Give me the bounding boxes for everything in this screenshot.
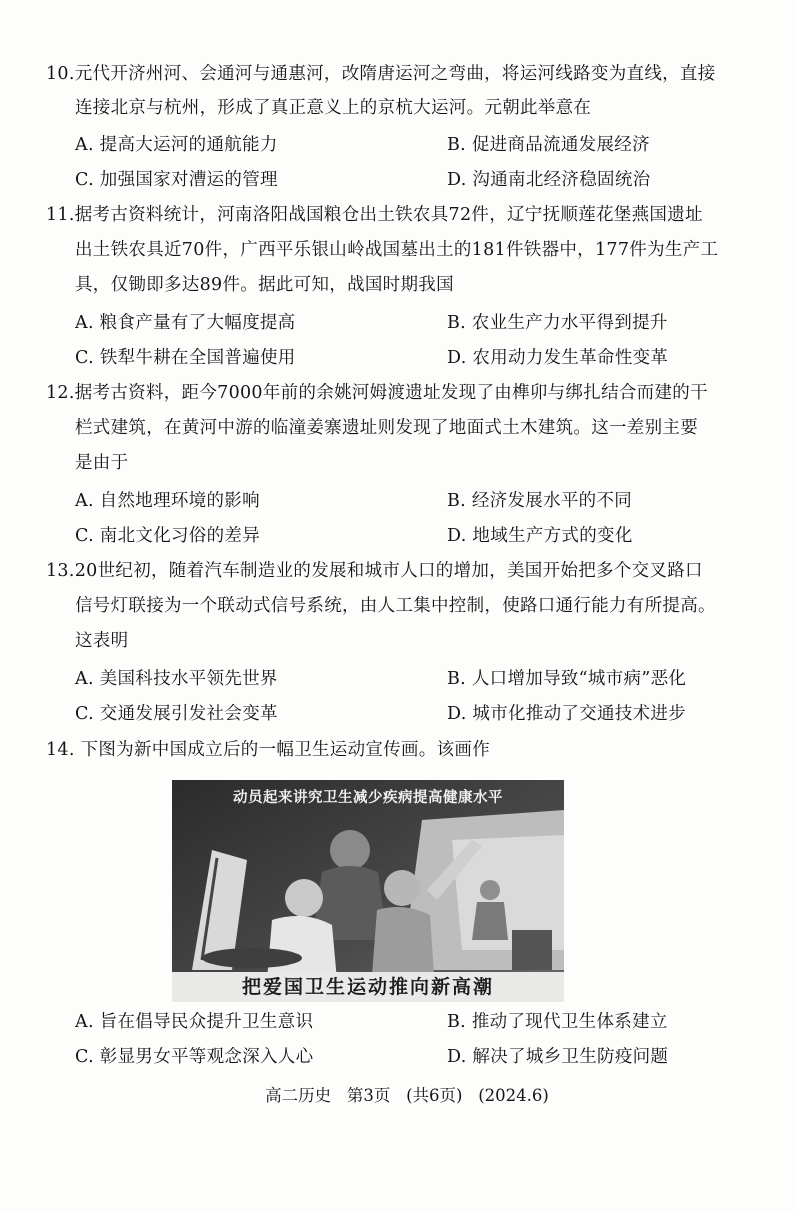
- question-13-option-a: A. 美国科技水平领先世界: [75, 669, 278, 689]
- question-12-option-b: B. 经济发展水平的不同: [447, 491, 633, 511]
- question-12-line-3: 是由于: [75, 453, 129, 473]
- question-12-option-d: D. 地域生产方式的变化: [447, 526, 633, 546]
- question-11-option-a: A. 粮食产量有了大幅度提高: [75, 313, 296, 333]
- question-13-line-3: 这表明: [75, 631, 129, 651]
- question-10-line-1: 10.元代开济州河、会通河与通惠河，改隋唐运河之弯曲，将运河线路变为直线，直接: [46, 64, 716, 84]
- question-14-line-1: 14. 下图为新中国成立后的一幅卫生运动宣传画。该画作: [46, 740, 490, 760]
- question-10-option-a: A. 提高大运河的通航能力: [75, 135, 278, 155]
- question-14-option-d: D. 解决了城乡卫生防疫问题: [447, 1047, 669, 1067]
- question-11-line-1: 11.据考古资料统计，河南洛阳战国粮仓出土铁农具72件，辽宁抚顺莲花堡燕国遗址: [46, 205, 703, 225]
- question-14-option-c: C. 彰显男女平等观念深入人心: [75, 1047, 314, 1067]
- page-footer: 高二历史 第3页 (共6页) (2024.6): [265, 1086, 549, 1105]
- question-13-option-c: C. 交通发展引发社会变革: [75, 704, 278, 724]
- poster-top-slogan: 动员起来讲究卫生减少疾病提高健康水平: [233, 790, 503, 806]
- poster-illustration: [172, 780, 564, 1002]
- question-13-option-b: B. 人口增加导致“城市病”恶化: [447, 669, 687, 689]
- question-11-line-2: 出土铁农具近70件，广西平乐银山岭战国墓出土的181件铁器中，177件为生产工: [75, 240, 719, 260]
- question-11-option-d: D. 农用动力发生革命性变革: [447, 348, 669, 368]
- question-10-line-2: 连接北京与杭州，形成了真正意义上的京杭大运河。元朝此举意在: [75, 98, 592, 118]
- question-13-line-1: 13.20世纪初，随着汽车制造业的发展和城市人口的增加，美国开始把多个交叉路口: [46, 561, 703, 581]
- question-10-option-b: B. 促进商品流通发展经济: [447, 135, 650, 155]
- question-14-option-a: A. 旨在倡导民众提升卫生意识: [75, 1012, 314, 1032]
- question-13-line-2: 信号灯联接为一个联动式信号系统，由人工集中控制，使路口通行能力有所提高。: [75, 596, 716, 616]
- question-10-option-c: C. 加强国家对漕运的管理: [75, 170, 278, 190]
- hygiene-campaign-poster: [172, 780, 564, 1002]
- question-12-line-1: 12.据考古资料，距今7000年前的余姚河姆渡遗址发现了由榫卯与绑扎结合而建的干: [46, 383, 708, 403]
- poster-bottom-slogan: 把爱国卫生运动推向新高潮: [241, 976, 494, 998]
- question-10-option-d: D. 沟通南北经济稳固统治: [447, 170, 651, 190]
- question-14-option-b: B. 推动了现代卫生体系建立: [447, 1012, 668, 1032]
- question-11-option-c: C. 铁犁牛耕在全国普遍使用: [75, 348, 296, 368]
- question-11-option-b: B. 农业生产力水平得到提升: [447, 313, 668, 333]
- question-12-option-a: A. 自然地理环境的影响: [75, 491, 260, 511]
- question-12-option-c: C. 南北文化习俗的差异: [75, 526, 260, 546]
- question-13-option-d: D. 城市化推动了交通技术进步: [447, 704, 687, 724]
- question-12-line-2: 栏式建筑，在黄河中游的临潼姜寨遗址则发现了地面式土木建筑。这一差别主要: [75, 418, 698, 438]
- question-11-line-3: 具，仅锄即多达89件。据此可知，战国时期我国: [75, 275, 454, 295]
